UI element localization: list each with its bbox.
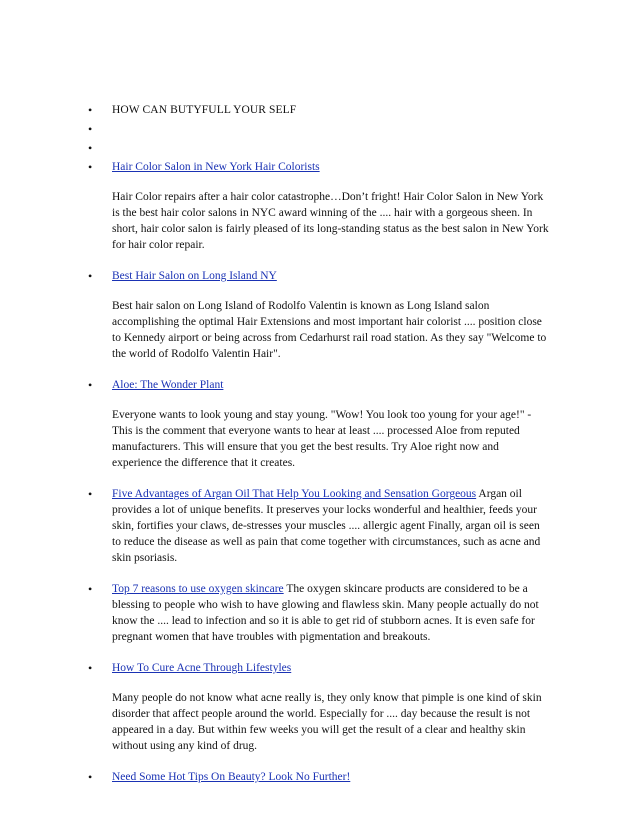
list-item-article xyxy=(88,268,550,362)
list-item-heading xyxy=(88,102,550,118)
article-description: Hair Color repairs after a hair color catastrophe…Don’t fright! Hair Color Salon in New York is the best hair color salons in NYC award winning of the .... hair with a gorgeous sheen. In short, hair color salon is fairly pleased of its long-standing status as the best salon in New York for hair color repair. xyxy=(112,191,549,251)
list-item-article xyxy=(88,377,550,471)
article-link-argan-oil[interactable]: Five Advantages of Argan Oil That Help You Looking and Sensation Gorgeous xyxy=(112,488,477,500)
bullet-icon: • xyxy=(88,661,93,675)
bullet-icon: • xyxy=(88,103,93,117)
article-description: Argan oil provides a lot of unique benefits. It preserves your locks wonderful and healthier, feeds your skin, fortifies your claws, de-stresses your muscles .... allergic agent Finally, argan oil is seen to reduce the disease as well as pain that come together with circumstances, such as acne and skin psoriasis. xyxy=(112,488,541,564)
article-link-hot-tips-beauty[interactable]: Need Some Hot Tips On Beauty? Look No Further! xyxy=(112,771,351,783)
bullet-icon: • xyxy=(88,770,93,784)
bullet-icon: • xyxy=(88,269,93,283)
article-list xyxy=(88,102,550,785)
article-link-aloe[interactable]: Aloe: The Wonder Plant xyxy=(112,379,224,391)
bullet-icon: • xyxy=(88,160,93,174)
article-description: Best hair salon on Long Island of Rodolfo Valentin is known as Long Island salon accomplishing the optimal Hair Extensions and most important hair colorist .... position close to Kennedy airport or being across from Cedarhurst rail road station. As they say "Welcome to the world of Rodolfo Valentin Hair". xyxy=(112,300,547,360)
article-description: Everyone wants to look young and stay young. "Wow! You look too young for your age!" - This is the comment that everyone wants to hear at least .... processed Aloe from reputed manufacturers. This will ensure that you get the best results. Try Aloe right now and experience the difference that it creates. xyxy=(112,409,532,469)
page-heading: HOW CAN BUTYFULL YOUR SELF xyxy=(112,104,297,116)
list-item-article xyxy=(88,159,550,253)
list-item-article xyxy=(88,660,550,754)
bullet-icon: • xyxy=(88,378,93,392)
article-link-oxygen-skincare[interactable]: Top 7 reasons to use oxygen skincare xyxy=(112,583,284,595)
list-item-article xyxy=(88,581,550,645)
article-link-hair-color-salon[interactable]: Hair Color Salon in New York Hair Colorists xyxy=(112,161,320,173)
article-description: The oxygen skincare products are considered to be a blessing to people who wish to have glowing and flawless skin. Many people actually do not know the .... lead to infection and so it is able to get rid of stubborn acnes. It is even safe for pregnant women that have troubles with pigmentation and breakouts. xyxy=(112,583,539,643)
list-item-article xyxy=(88,486,550,566)
article-description: Many people do not know what acne really is, they only know that pimple is one kind of skin disorder that affect people around the world. Especially for .... day because the result is not appeared in a day. But within few weeks you will get the result of a clear and healthy skin without using any kind of drug. xyxy=(112,692,542,752)
bullet-icon: • xyxy=(88,122,93,136)
list-item-article xyxy=(88,769,550,785)
bullet-icon: • xyxy=(88,487,93,501)
bullet-icon: • xyxy=(88,141,93,155)
article-link-best-hair-salon[interactable]: Best Hair Salon on Long Island NY xyxy=(112,270,277,282)
list-item-empty xyxy=(88,140,550,156)
bullet-icon: • xyxy=(88,582,93,596)
article-link-cure-acne[interactable]: How To Cure Acne Through Lifestyles xyxy=(112,662,292,674)
list-item-empty xyxy=(88,121,550,137)
